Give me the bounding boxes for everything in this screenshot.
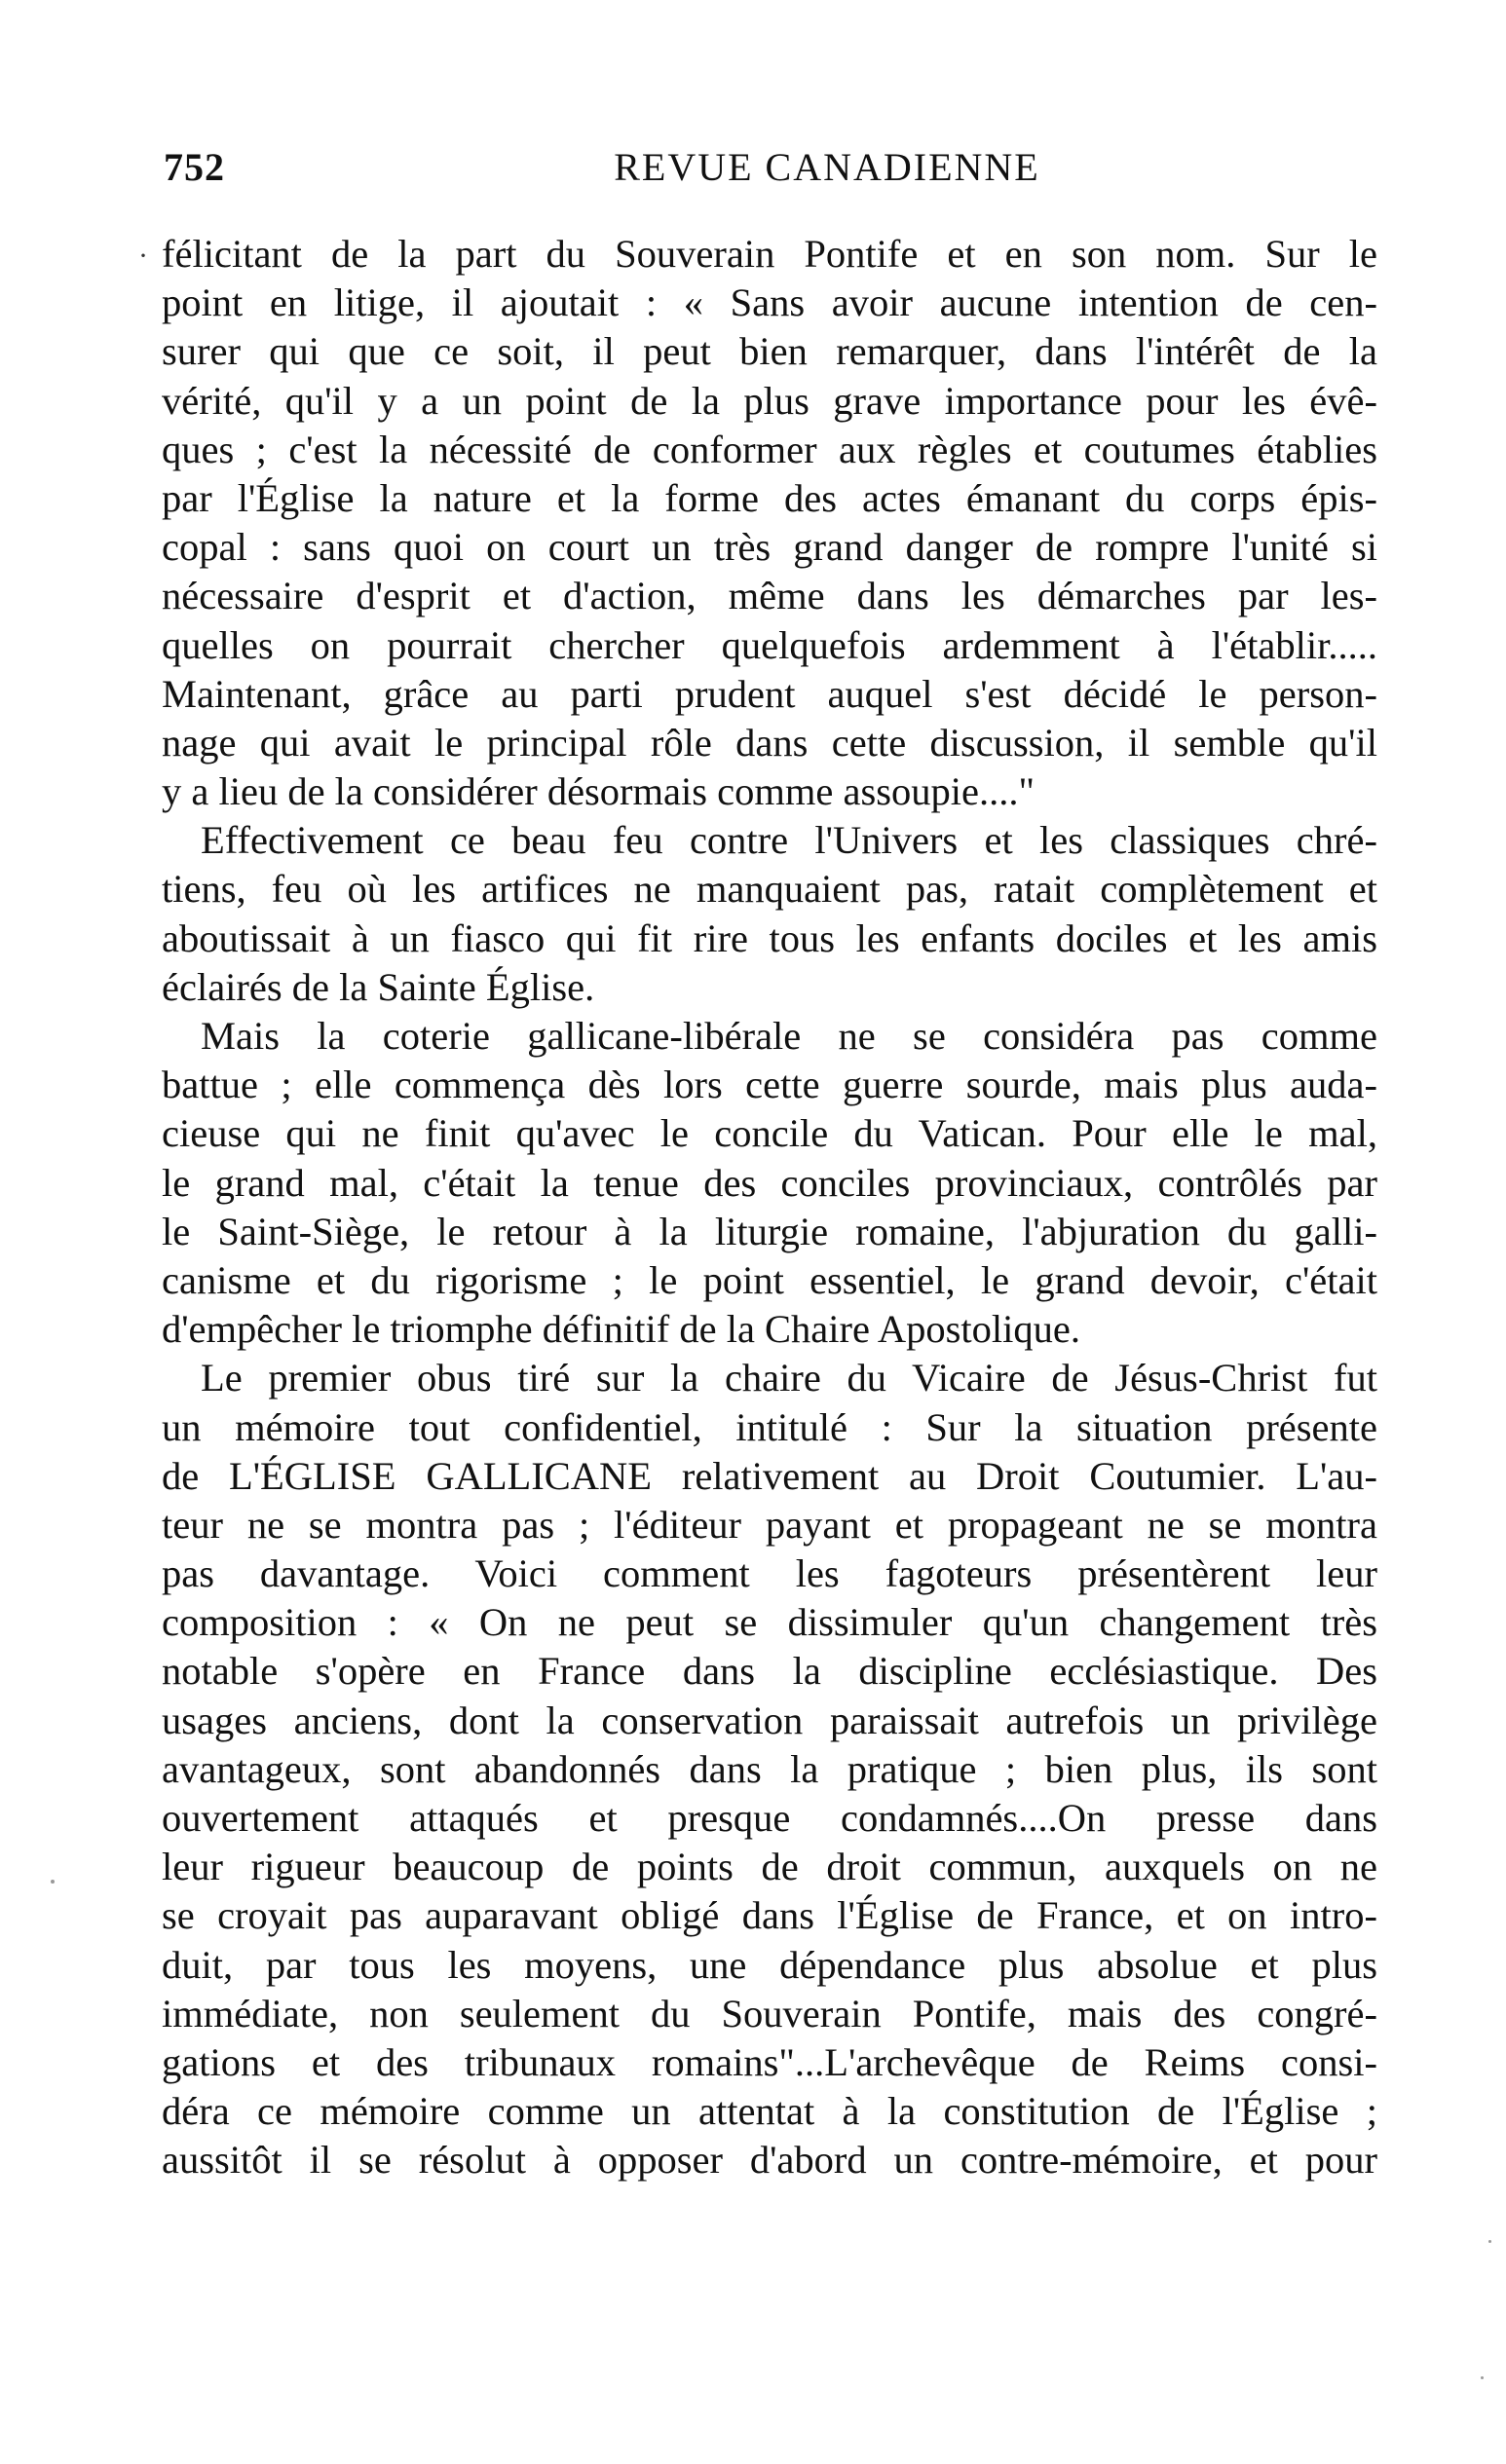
text-line: pas davantage. Voici comment les fagoteurs présentèrent leur (162, 1551, 1377, 1596)
text-line: d'empêcher le triomphe définitif de la Chaire Apostolique. (162, 1307, 1081, 1352)
text-line: notable s'opère en France dans la discipline ecclésiastique. Des (162, 1649, 1377, 1694)
text-line: gations et des tribunaux romains"...L'archevêque de Reims consi- (162, 2039, 1377, 2084)
text-line: se croyait pas auparavant obligé dans l'Église de France, et on intro- (162, 1893, 1377, 1938)
text-line: Mais la coterie gallicane-libérale ne se considéra pas comme (201, 1014, 1377, 1058)
text-line: leur rigueur beaucoup de points de droit commun, auxquels on ne (162, 1845, 1377, 1889)
text-line: cieuse qui ne finit qu'avec le concile du Vatican. Pour elle le mal, (162, 1111, 1377, 1156)
text-line: y a lieu de la considérer désormais comme assoupie...." (162, 769, 1035, 814)
running-title: REVUE CANADIENNE (614, 145, 1040, 189)
paper-speck (1488, 2240, 1491, 2243)
page-number: 752 (164, 145, 225, 189)
text-line: nécessaire d'esprit et d'action, même dans les démarches par les- (162, 574, 1377, 618)
text-line: battue ; elle commença dès lors cette guerre sourde, mais plus auda- (162, 1063, 1377, 1107)
text-line: surer qui que ce soit, il peut bien remarquer, dans l'intérêt de la (162, 329, 1377, 374)
text-line: aboutissait à un fiasco qui fit rire tous les enfants dociles et les amis (162, 915, 1377, 960)
text-line: copal : sans quoi on court un très grand danger de rompre l'unité si (162, 525, 1377, 570)
text-line: déra ce mémoire comme un attentat à la constitution de l'Église ; (162, 2089, 1377, 2134)
text-line: un mémoire tout confidentiel, intitulé : Sur la situation présente (162, 1404, 1377, 1449)
text-line: félicitant de la part du Souverain Pontife et en son nom. Sur le (162, 232, 1377, 276)
text-line: immédiate, non seulement du Souverain Pontife, mais des congré- (162, 1991, 1377, 2035)
text-line: par l'Église la nature et la forme des actes émanant du corps épis- (162, 475, 1377, 520)
text-line: composition : « On ne peut se dissimuler qu'un changement très (162, 1600, 1377, 1645)
text-line: le Saint-Siège, le retour à la liturgie romaine, l'abjuration du galli- (162, 1209, 1377, 1253)
text-line: Le premier obus tiré sur la chaire du Vicaire de Jésus-Christ fut (201, 1356, 1377, 1400)
body-text (162, 230, 1377, 2185)
text-line: teur ne se montra pas ; l'éditeur payant et propageant ne se montra (162, 1502, 1377, 1547)
text-line: Effectivement ce beau feu contre l'Univers et les classiques chré- (201, 818, 1377, 863)
text-line: quelles on pourrait chercher quelquefois ardemment à l'établir..... (162, 622, 1377, 667)
text-line: duit, par tous les moyens, une dépendance plus absolue et plus (162, 1942, 1377, 1987)
text-line: Maintenant, grâce au parti prudent auquel s'est décidé le person- (162, 671, 1377, 716)
text-line: aussitôt il se résolut à opposer d'abord un contre-mémoire, et pour (162, 2138, 1377, 2183)
text-line: vérité, qu'il y a un point de la plus grave importance pour les évê- (162, 378, 1377, 423)
text-line: usages anciens, dont la conservation paraissait autrefois un privilège (162, 1698, 1377, 1742)
text-line: éclairés de la Sainte Église. (162, 964, 595, 1009)
page-header (164, 144, 1374, 212)
text-line: canisme et du rigorisme ; le point essentiel, le grand devoir, c'était (162, 1257, 1377, 1302)
paper-speck (1481, 2376, 1484, 2379)
text-line: de L'ÉGLISE GALLICANE relativement au Droit Coutumier. L'au- (162, 1453, 1377, 1498)
margin-mark: · (138, 240, 148, 272)
text-line: avantageux, sont abandonnés dans la pratique ; bien plus, ils sont (162, 1746, 1377, 1791)
text-line: nage qui avait le principal rôle dans cette discussion, il semble qu'il (162, 720, 1377, 765)
text-line: ouvertement attaqués et presque condamnés....On presse dans (162, 1796, 1377, 1840)
text-line: tiens, feu où les artifices ne manquaient pas, ratait complètement et (162, 867, 1377, 912)
text-line: point en litige, il ajoutait : « Sans avoir aucune intention de cen- (162, 280, 1377, 325)
text-line: le grand mal, c'était la tenue des conciles provinciaux, contrôlés par (162, 1160, 1377, 1205)
paper-speck (51, 1880, 55, 1884)
text-line: ques ; c'est la nécessité de conformer aux règles et coutumes établies (162, 427, 1377, 471)
